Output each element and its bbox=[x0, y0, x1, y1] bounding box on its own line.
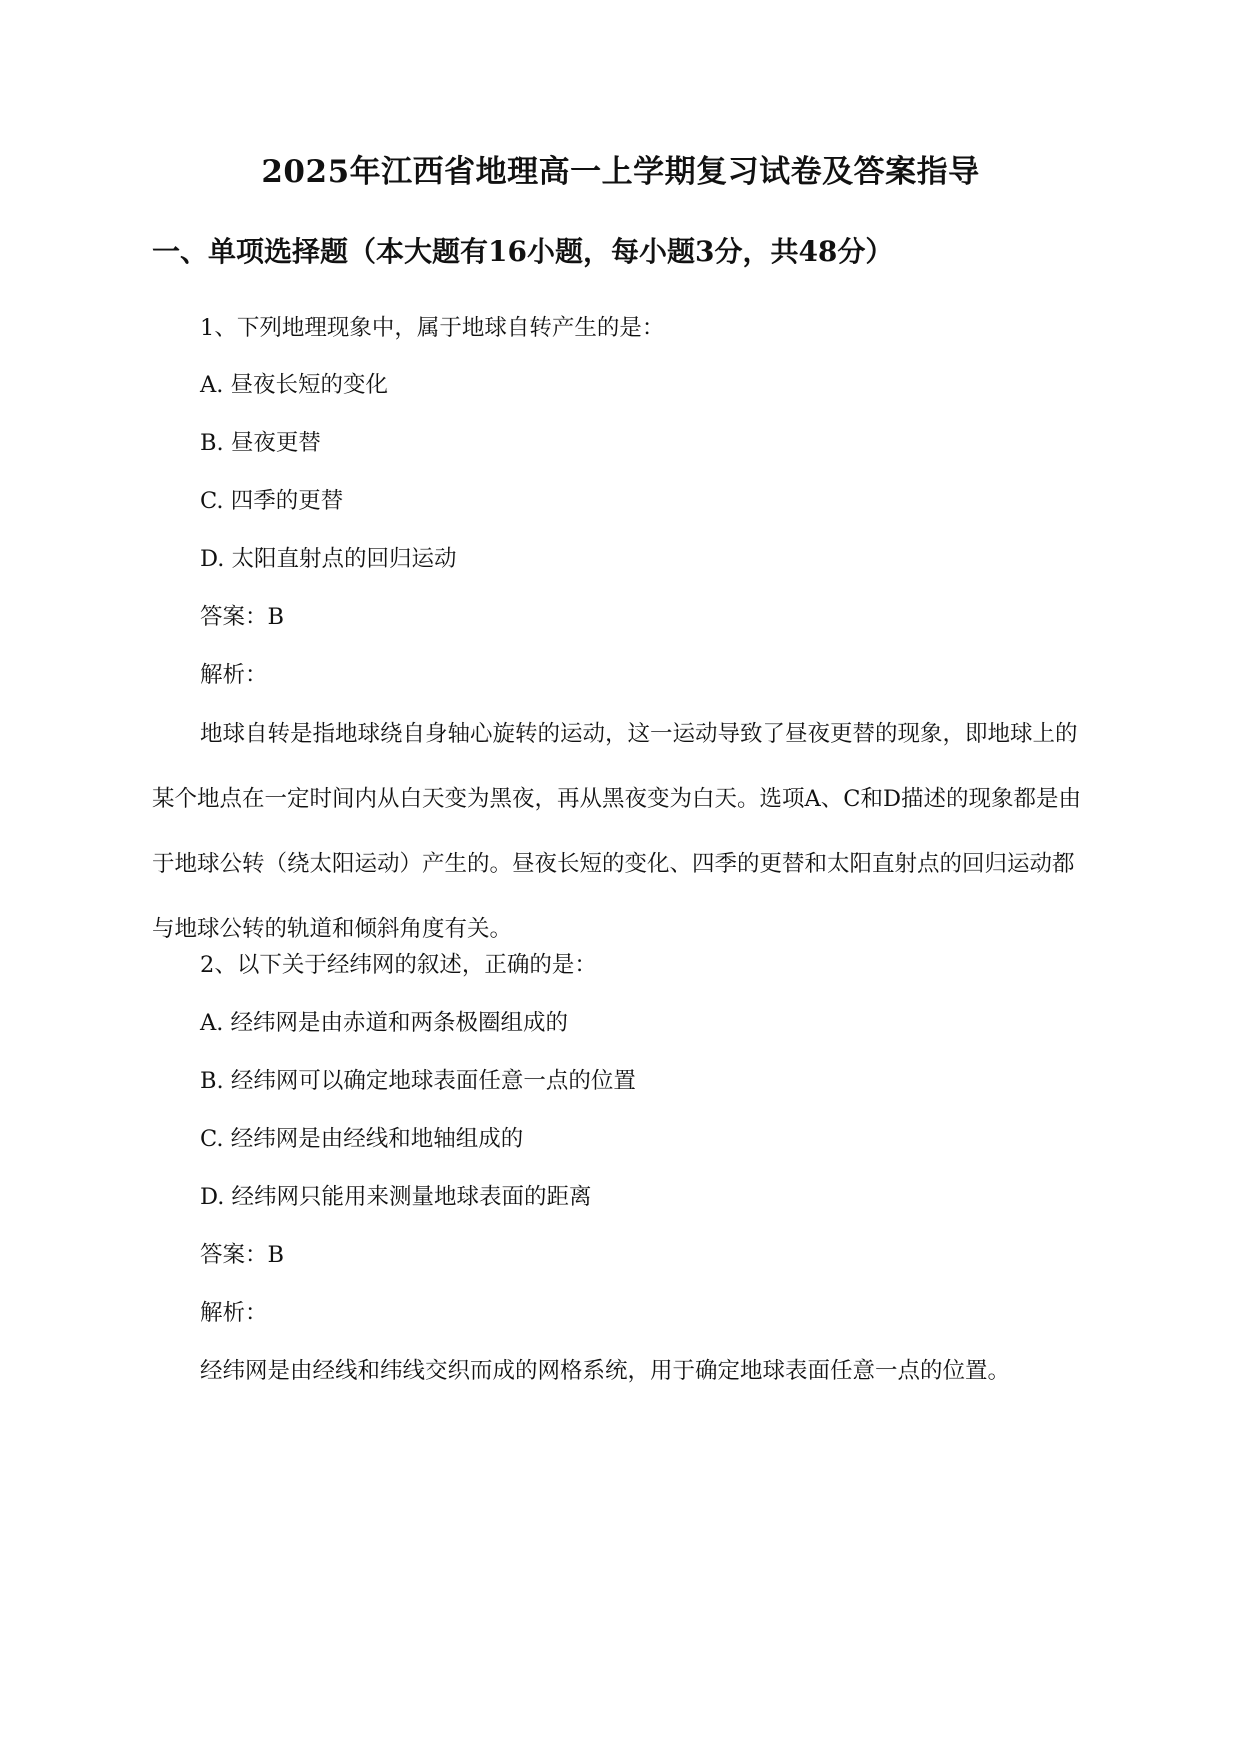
question-2-option-d: D. 经纬网只能用来测量地球表面的距离 bbox=[200, 1184, 592, 1210]
question-1-stem: 1、下列地理现象中，属于地球自转产生的是： bbox=[200, 315, 665, 341]
question-1-option-a: A. 昼夜长短的变化 bbox=[200, 372, 389, 398]
question-2-answer: 答案：B bbox=[200, 1242, 285, 1268]
document-title: 2025年江西省地理高一上学期复习试卷及答案指导 bbox=[261, 154, 980, 190]
question-2-analysis-label: 解析： bbox=[200, 1300, 268, 1326]
question-1-option-c: C. 四季的更替 bbox=[200, 488, 344, 514]
question-1-option-d: D. 太阳直射点的回归运动 bbox=[200, 546, 457, 572]
question-2-option-c: C. 经纬网是由经线和地轴组成的 bbox=[200, 1126, 524, 1152]
question-2-option-b: B. 经纬网可以确定地球表面任意一点的位置 bbox=[200, 1068, 636, 1094]
question-1-analysis: 地球自转是指地球绕自身轴心旋转的运动，这一运动导致了昼夜更替的现象，即地球上的某个地点在一定时间内从白天变为黑夜，再从黑夜变为白天。选项A、C和D描述的现象都是由于地球公转（绕太阳运动）产生的。昼夜长短的变化、四季的更替和太阳直射点的回归运动都与地球公转的轨道和倾斜角度有关。 bbox=[152, 721, 1082, 942]
question-2-option-a: A. 经纬网是由赤道和两条极圈组成的 bbox=[200, 1010, 569, 1036]
question-1-answer: 答案：B bbox=[200, 604, 285, 630]
question-1-analysis-label: 解析： bbox=[200, 662, 268, 688]
question-2-analysis: 经纬网是由经线和纬线交织而成的网格系统，用于确定地球表面任意一点的位置。 bbox=[200, 1358, 1011, 1384]
section-heading: 一、单项选择题（本大题有16小题，每小题3分，共48分） bbox=[152, 235, 894, 268]
question-1-option-b: B. 昼夜更替 bbox=[200, 430, 321, 456]
question-2-stem: 2、以下关于经纬网的叙述，正确的是： bbox=[200, 952, 597, 978]
